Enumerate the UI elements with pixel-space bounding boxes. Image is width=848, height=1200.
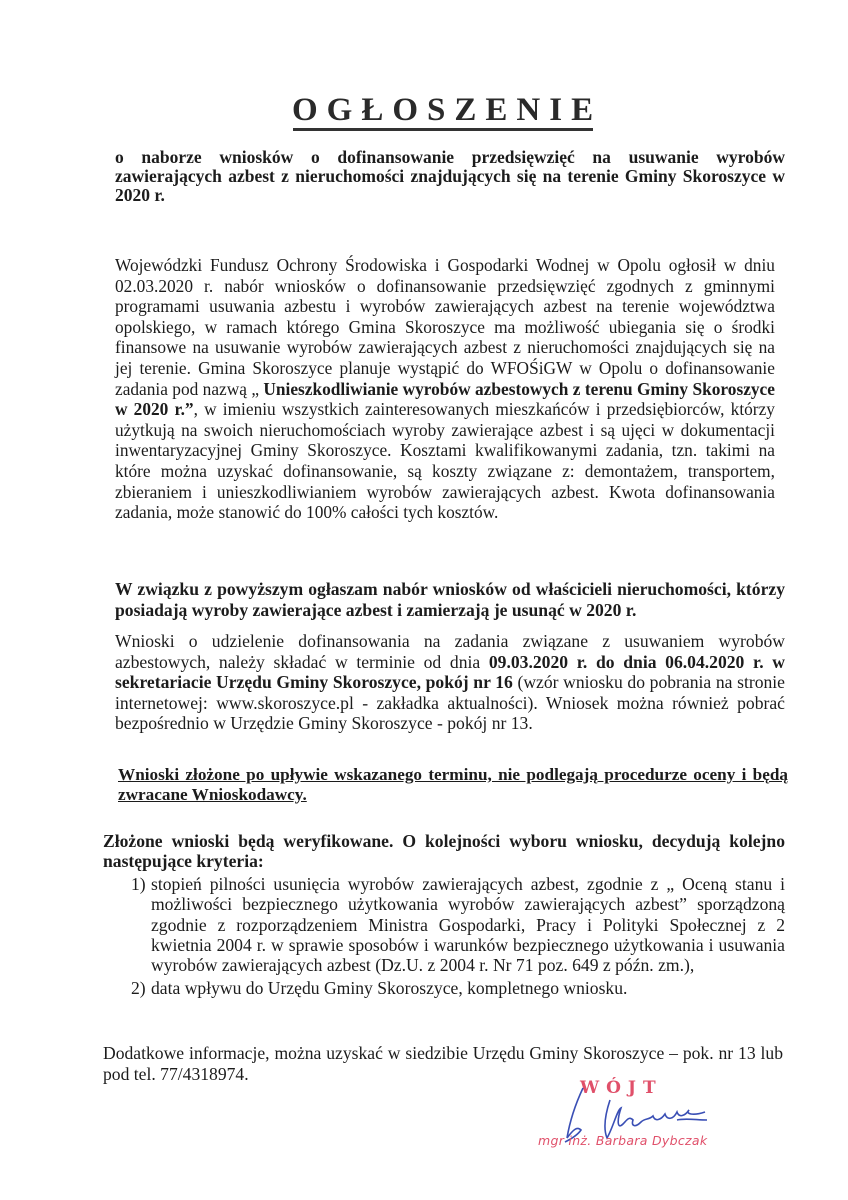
paragraph-intro (115, 255, 775, 523)
criteria-list (103, 874, 785, 999)
stamp-title: WÓJT (580, 1078, 663, 1098)
paragraph-submission-part1: Wnioski o udzielenie dofinansowania na zadania związane z usuwaniem wyrobów azbestowych, należy składać w terminie od dnia (115, 631, 785, 672)
criteria-text: data wpływu do Urzędu Gminy Skoroszyce, kompletnego wniosku. (151, 978, 628, 999)
criteria-text: stopień pilności usunięcia wyrobów zawierających azbest, zgodnie z „ Oceną stanu i możliwości bezpiecznego użytkowania wyrobów zawierających azbest” sporządzoną zgodnie z rozporządzeniem Ministra Gospodarki, Pracy i Polityki Społecznej z 2 kwietnia 2004 r. w sprawie sposobów i warunków bezpiecznego użytkowania i usuwania wyrobów zawierających azbest (Dz.U. z 2004 r. Nr 71 poz. 649 z późn. zm.), (151, 874, 785, 976)
title-underline (293, 128, 593, 131)
criteria-item (103, 874, 785, 975)
submission-dates: 09.03.2020 r. do dnia 06.04.2020 r. w sekretariacie Urzędu Gminy Skoroszyce, pokój nr 16 (115, 651, 785, 693)
paragraph-contact: Dodatkowe informacje, można uzyskać w siedzibie Urzędu Gminy Skoroszyce – pok. nr 13 lub pod tel. 77/4318974. (103, 1043, 783, 1084)
criteria-item (103, 978, 785, 998)
paragraph-announcement: W związku z powyższym ogłaszam nabór wniosków od właścicieli nieruchomości, którzy posiadają wyroby zawierające azbest i zamierzają je usunąć w 2020 r. (115, 579, 785, 620)
paragraph-criteria-intro: Złożone wnioski będą weryfikowane. O kolejności wyboru wniosku, decydują kolejno następujące kryteria: (103, 831, 785, 871)
paragraph-intro-part1: Wojewódzki Fundusz Ochrony Środowiska i Gospodarki Wodnej w Opolu ogłosił w dniu 02.03.2020 r. nabór wniosków o dofinansowanie przedsięwzięć zgodnych z gminnymi programami usuwania azbestu i wyrobów zawierających azbest na terenie województwa opolskiego, w ramach którego Gmina Skoroszyce ma możliwość ubiegania się o środki finansowe na usuwanie wyrobów zawierających azbest z nieruchomości znajdujących się na jej terenie. Gmina Skoroszyce planuje wystąpić do WFOŚiGW w Opolu o dofinansowanie zadania pod nazwą „ (115, 255, 775, 399)
criteria-number: 1) (131, 874, 146, 894)
document-subtitle: o naborze wniosków o dofinansowanie przedsięwzięć na usuwanie wyrobów zawierających azbest z nieruchomości znajdujących się na terenie Gminy Skoroszyce w 2020 r. (115, 147, 785, 205)
paragraph-submission-part2: (wzór wniosku do pobrania na stronie internetowej: www.skoroszyce.pl - zakładka aktualności). Wniosek można również pobrać bezpośrednio w Urzędzie Gminy Skoroszyce - pokój nr 13. (115, 672, 785, 734)
task-name: Unieszkodliwianie wyrobów azbestowych z terenu Gminy Skoroszyce w 2020 r.” (115, 378, 775, 420)
paragraph-submission (115, 631, 785, 734)
criteria-number: 2) (131, 978, 146, 999)
document-title: OGŁOSZENIE (292, 92, 603, 128)
stamp-name: mgr inż. Barbara Dybczak (538, 1133, 708, 1148)
paragraph-intro-part2: , w imieniu wszystkich zainteresowanych mieszkańców i przedsiębiorców, którzy użytkują na swoich nieruchomościach wyroby zawierające azbest i są ujęci w dokumentacji inwentaryzacyjnej Gminy Skoroszyce. Kosztami kwalifikowanymi zadania, tzn. takimi na które można uzyskać dofinansowanie, są koszty związane z: demontażem, transportem, zbieraniem i unieszkodliwianiem wyrobów zawierających azbest. Kwota dofinansowania zadania, może stanowić do 100% całości tych kosztów. (115, 399, 775, 523)
paragraph-late-notice: Wnioski złożone po upływie wskazanego terminu, nie podlegają procedurze oceny i będą zwracane Wnioskodawcy. (118, 765, 788, 804)
